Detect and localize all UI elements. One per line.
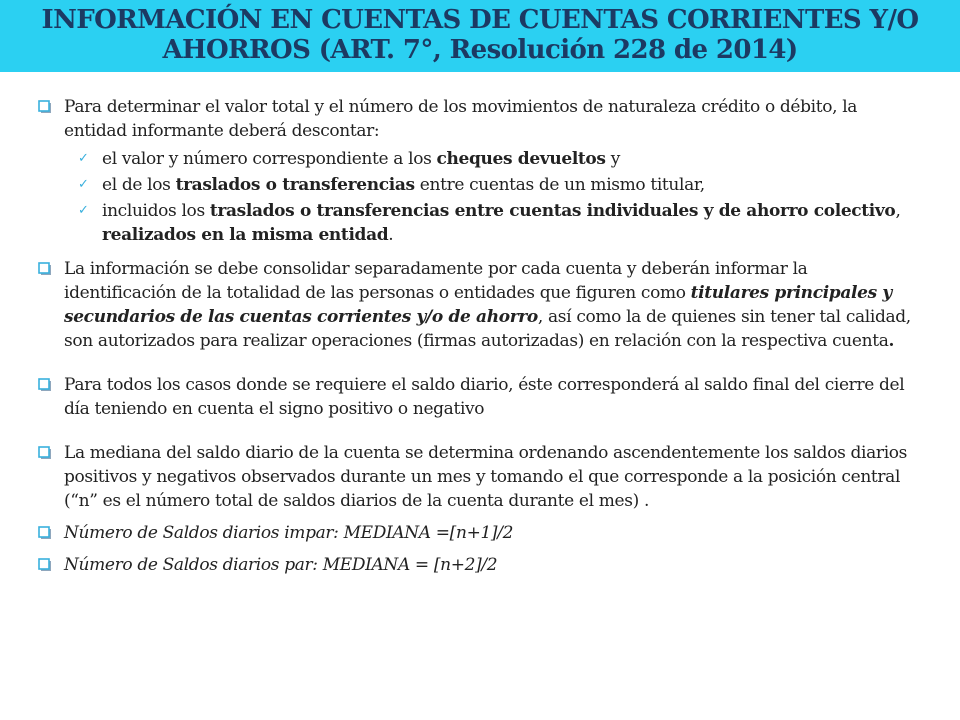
checkmark-icon: ✓ <box>78 177 89 192</box>
bullet-4-text: La mediana del saldo diario de la cuenta se determina ordenando ascendentemente los saldos diarios positivos y negativos observados durante un mes y tomando el que corresponde a la posición central (“n” es el número total de saldos diarios de la cuenta durante el mes) . <box>64 443 908 511</box>
bullet-6 <box>38 553 918 577</box>
title-banner <box>0 0 960 72</box>
title-line-2: AHORROS (ART. 7°, Resolución 228 de 2014) <box>162 35 798 65</box>
sub-bullet-3-bold-2: realizados en la misma entidad <box>102 225 389 245</box>
sub-bullet-2 <box>64 173 918 197</box>
sub-bullet-1 <box>64 147 918 171</box>
title-line-1: INFORMACIÓN EN CUENTAS DE CUENTAS CORRIENTES Y/O <box>41 5 919 35</box>
bullet-2-bold-italic: titulares principales y secundarios de las cuentas corrientes y/o de ahorro <box>64 283 892 327</box>
hollow-square-bullet-icon <box>38 262 52 276</box>
sub-bullet-2-tail: entre cuentas de un mismo titular, <box>414 175 705 195</box>
checkmark-icon: ✓ <box>78 203 89 218</box>
bullet-3-text: Para todos los casos donde se requiere el saldo diario, éste corresponderá al saldo final del cierre del día teniendo en cuenta el signo positivo o negativo <box>64 375 905 419</box>
hollow-square-bullet-icon <box>38 526 52 540</box>
sub-bullet-3-bold: traslados o transferencias entre cuentas individuales y de ahorro colectivo <box>209 201 896 221</box>
hollow-square-bullet-icon <box>38 558 52 572</box>
bullet-1 <box>38 95 918 247</box>
sub-bullet-1-bold: cheques devueltos <box>436 149 606 169</box>
bullet-6-text: Número de Saldos diarios par: MEDIANA = [n+2]/2 <box>64 555 498 575</box>
hollow-square-bullet-icon <box>38 446 52 460</box>
bullet-2 <box>38 257 918 353</box>
sub-bullet-2-bold: traslados o transferencias <box>175 175 415 195</box>
bullet-3 <box>38 373 918 421</box>
sub-bullet-1-tail: y <box>605 149 620 169</box>
bullet-5-text: Número de Saldos diarios impar: MEDIANA =[n+1]/2 <box>64 523 514 543</box>
sub-bullet-list <box>64 147 918 247</box>
sub-bullet-3-sep: , <box>895 201 901 221</box>
hollow-square-bullet-icon <box>38 378 52 392</box>
bullet-2-text: La información se debe consolidar separadamente por cada cuenta y deberán informar la identificación de la totalidad de las personas o entidades que figuren como <box>64 259 808 303</box>
slide-content <box>38 95 918 577</box>
sub-bullet-3-tail: . <box>388 225 394 245</box>
sub-bullet-2-text: el de los <box>102 175 176 195</box>
bullet-4 <box>38 441 918 513</box>
bullet-5 <box>38 521 918 545</box>
sub-bullet-1-text: el valor y número correspondiente a los <box>102 149 437 169</box>
sub-bullet-3-text: incluidos los <box>102 201 210 221</box>
hollow-square-bullet-icon <box>38 100 52 114</box>
checkmark-icon: ✓ <box>78 151 89 166</box>
bullet-2-period: . <box>888 331 895 351</box>
bullet-2-tail: , así como la de quienes sin tener tal calidad, son autorizados para realizar operaciones (firmas autorizadas) en relación con la respectiva cuenta <box>64 307 911 351</box>
sub-bullet-3 <box>64 199 918 247</box>
bullet-1-text: Para determinar el valor total y el número de los movimientos de naturaleza crédito o débito, la entidad informante deberá descontar: <box>64 97 858 141</box>
